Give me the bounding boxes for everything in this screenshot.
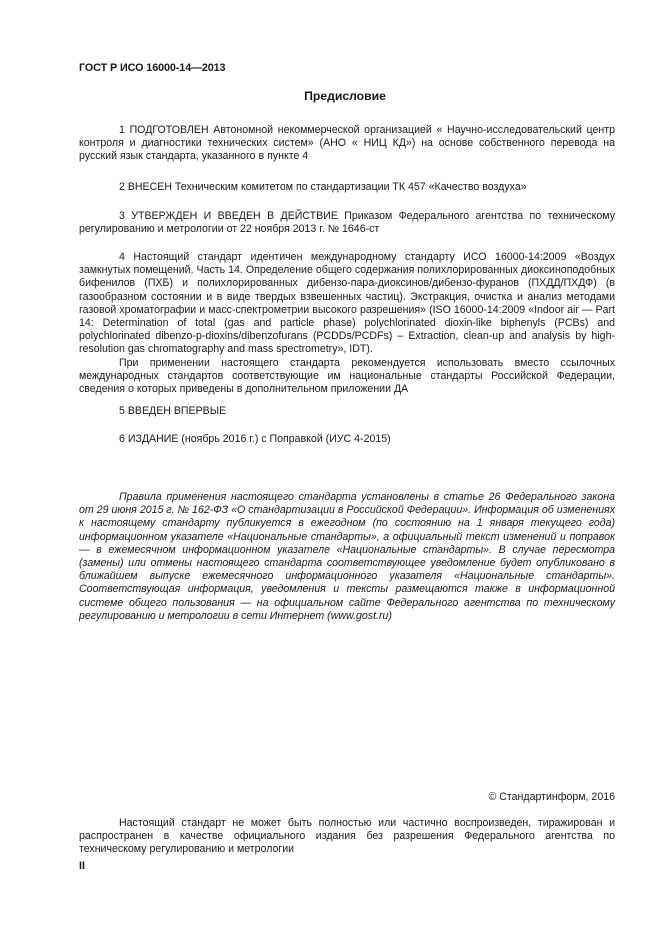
item-1 [79, 124, 615, 164]
item-6 [79, 433, 615, 446]
item-2 [79, 181, 615, 194]
item-1-text: 1 ПОДГОТОВЛЕН Автономной некоммерческой организацией « Научно-исследовательский центр контроля и диагностики технических систем» (АНО « НИЦ КД») на основе собственного перевода на русский язык стандарта, указанного в пункте 4 [79, 124, 615, 163]
item-2-text: 2 ВНЕСЕН Техническим комитетом по стандартизации ТК 457 «Качество воздуха» [119, 181, 527, 193]
item-3 [79, 210, 615, 236]
page-number: II [79, 860, 85, 872]
item-6-text: 6 ИЗДАНИЕ (ноябрь 2016 г.) с Поправкой (ИУС 4-2015) [119, 433, 391, 445]
copyright: © Стандартинформ, 2016 [488, 791, 615, 803]
item-5-text: 5 ВВЕДЕН ВПЕРВЫЕ [119, 405, 227, 417]
item-4-note: При применении настоящего стандарта рекомендуется использовать вместо ссылочных международных стандартов соответствующие им национальные стандарты Российской Федерации, сведения о которых приведены в дополнительном приложении ДА [79, 356, 615, 396]
usage-notice-text: Правила применения настоящего стандарта установлены в статье 26 Федерального закона от 29 июня 2015 г. № 162-ФЗ «О стандартизации в Российской Федерации». Информация об изменениях к настоящему стандарту публикуется в ежегодном (по состоянию на 1 января текущего года) информационном указателе «Национальные стандарты», а официальный текст изменений и поправок — в ежемесячном информационном указателе «Национальные стандарты». В случае пересмотра (замены) или отмены настоящего стандарта соответствующее уведомление будет опубликовано в ближайшем выпуске ежемесячного информационного указателя «Национальные стандарты». Соответствующая информация, уведомления и тексты размещаются также в информационной системе общего пользования — на официальном сайте Федерального агентства по техническому регулированию и метрологии в сети Интернет (www.gost.ru) [79, 491, 615, 622]
item-3-text: 3 УТВЕРЖДЕН И ВВЕДЕН В ДЕЙСТВИЕ Приказом Федерального агентства по техническому регулированию и метрологии от 22 ноября 2013 г. № 1646-ст [79, 210, 615, 236]
usage-notice [79, 491, 615, 623]
item-4-text: 4 Настоящий стандарт идентичен международному стандарту ИСО 16000-14:2009 «Воздух замкнутых помещений. Часть 14. Определение общего содержания полихлорированных диоксиноподобных бифенилов (ПХБ) и полихлорированных дибензо-пара-диоксинов/дибензо-фуранов (ПХДД/ПХДФ) (в газообразном состоянии и в виде твердых взвешенных частиц). Экстракция, очистка и анализ методами газовой хроматографии и масс-спектрометрии высокого разрешения» (ISO 16000-14:2009 «Indoor air — Part 14: Determination of total (gas and particle phase) polychlorinated dioxin-like biphenyls (PCBs) and polychlorinated dibenzo-p-dioxins/dibenzofurans (PCDDs/PCDFs) – Extraction, clean-up and analysis by high-resolution gas chromatography and mass spectrometry», IDT). [79, 251, 615, 356]
page-title: Предисловие [304, 89, 386, 103]
reproduction-notice [79, 817, 615, 857]
item-5 [79, 405, 615, 418]
document-header: ГОСТ Р ИСО 16000-14—2013 [79, 62, 226, 74]
reproduction-notice-text: Настоящий стандарт не может быть полностью или частично воспроизведен, тиражирован и распространен в качестве официального издания без разрешения Федерального агентства по техническому регулированию и метрологии [79, 817, 615, 856]
item-4 [79, 251, 615, 396]
